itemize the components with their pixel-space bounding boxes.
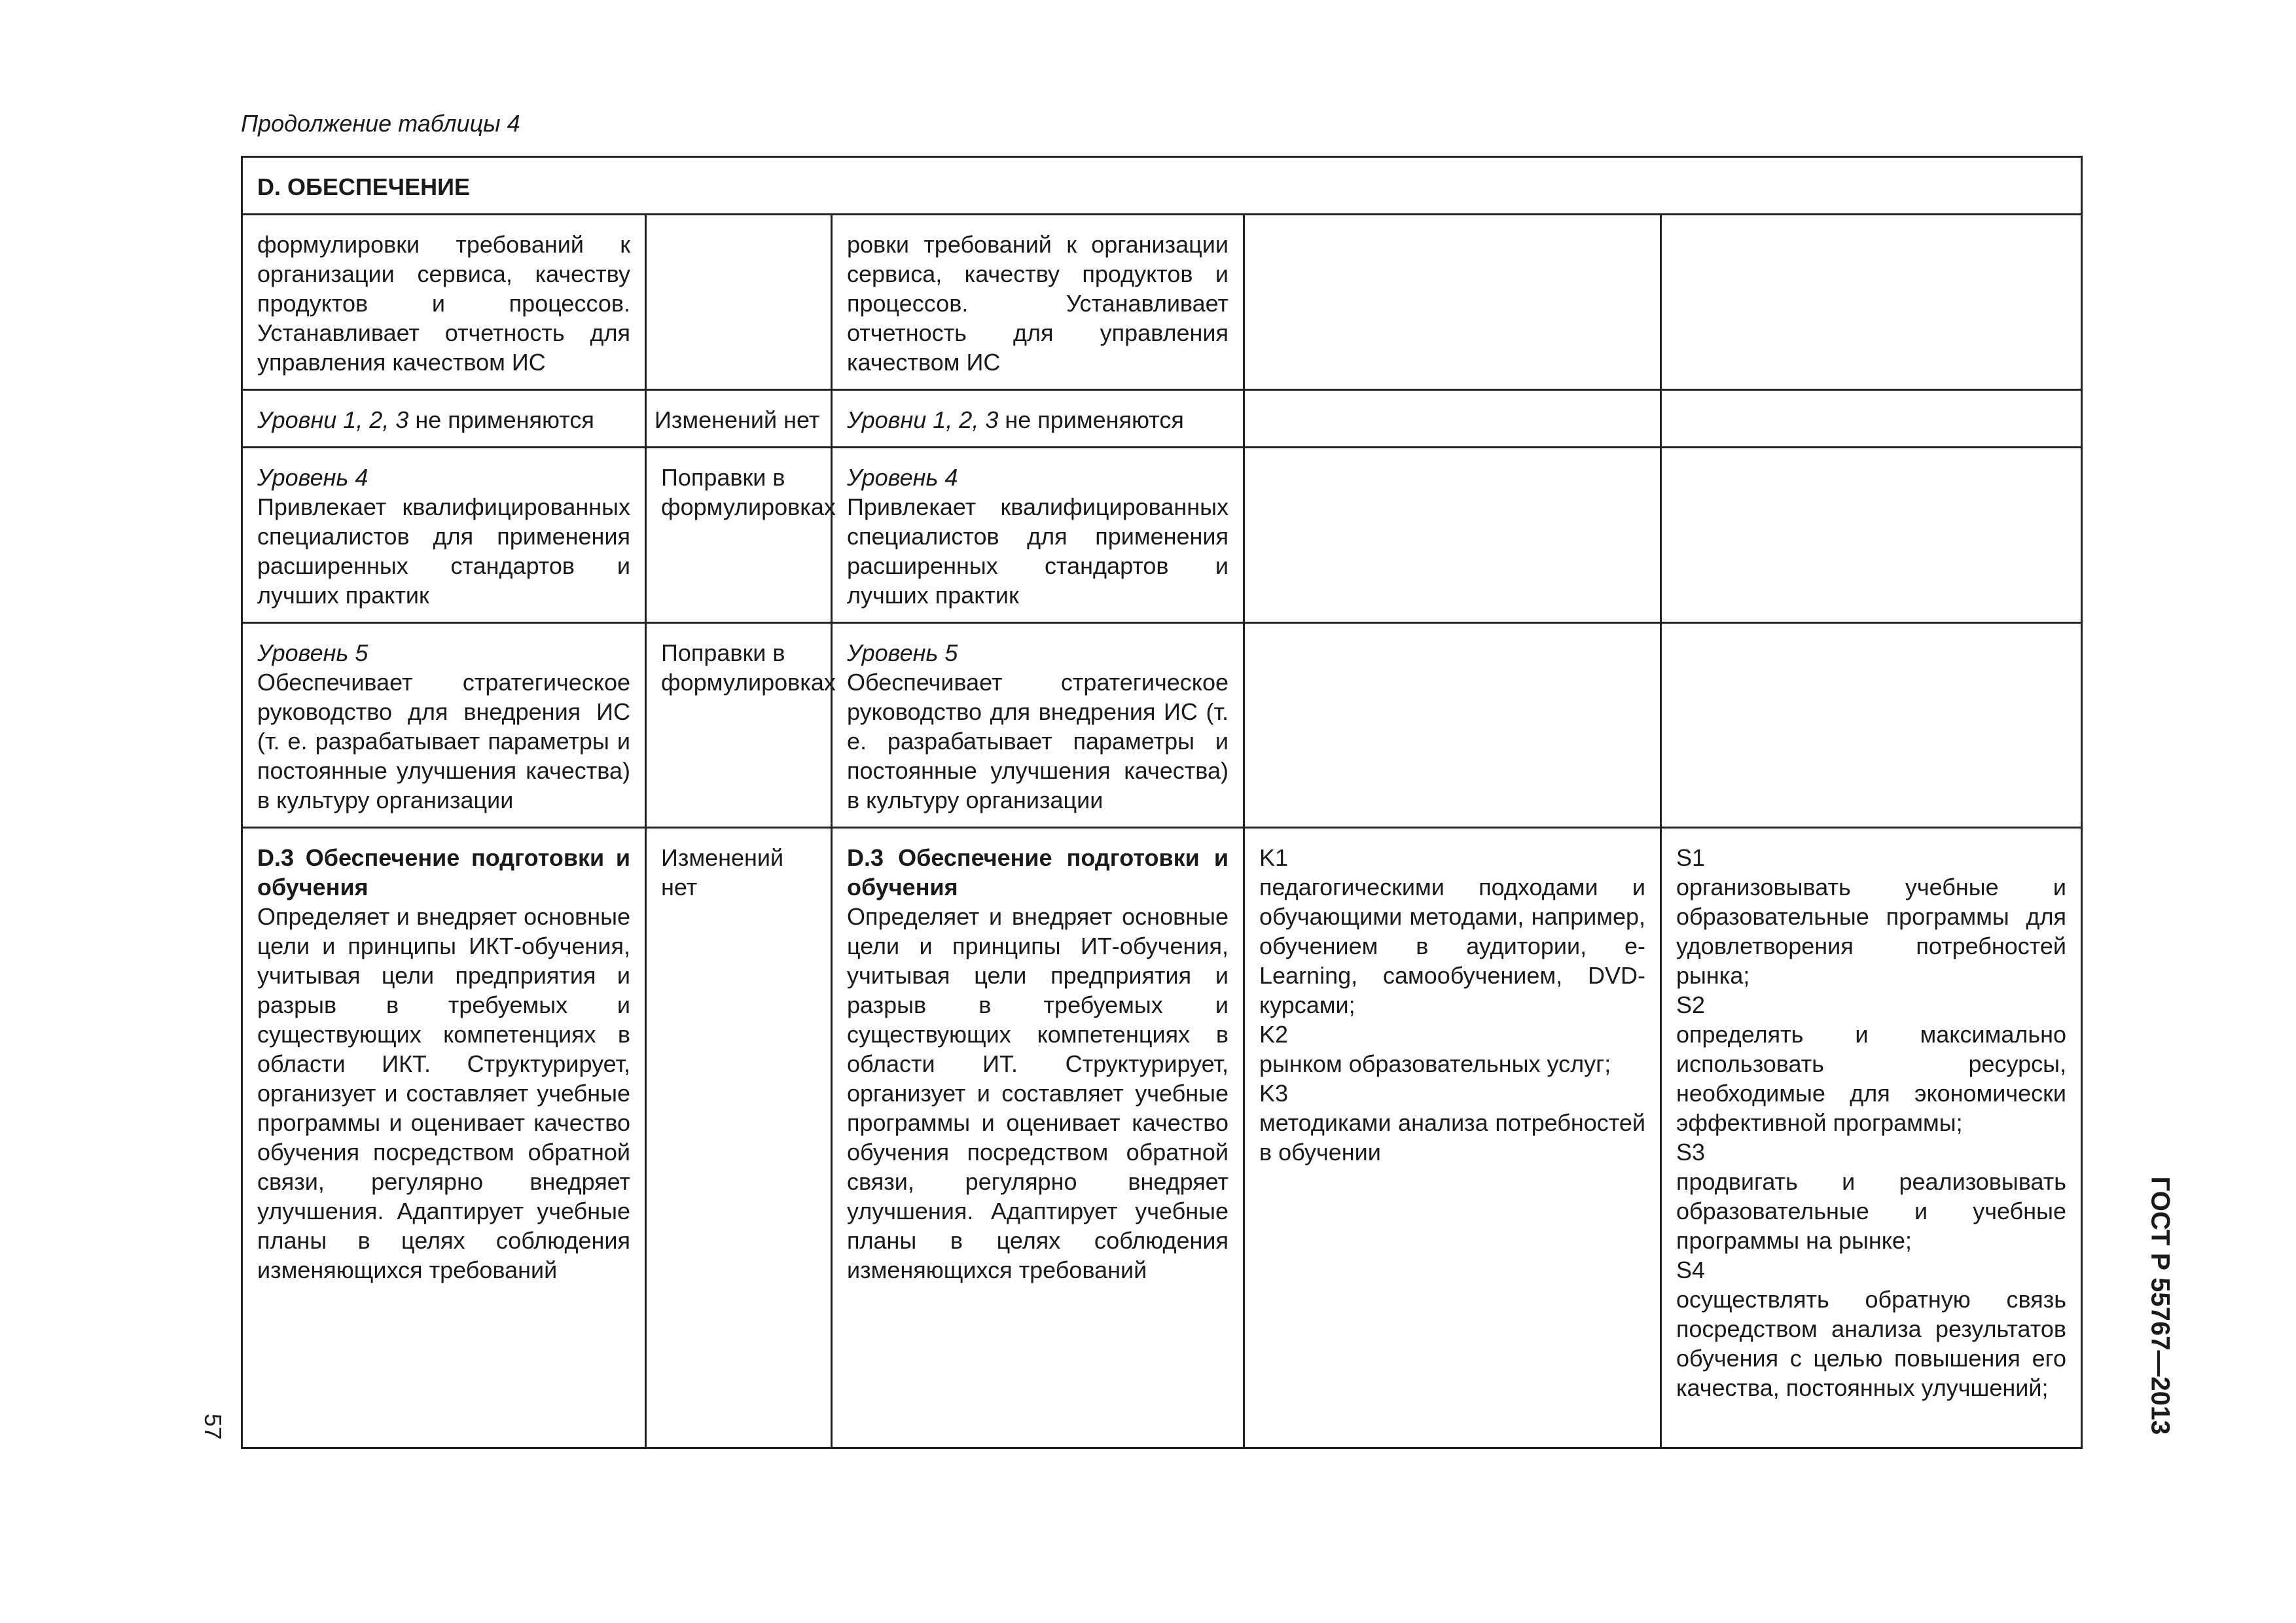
cell-adapted <box>832 623 1244 828</box>
cell-change: Поправки в формулировках <box>646 623 832 828</box>
cell-adapted <box>832 828 1244 1448</box>
level-text: не применяются <box>998 406 1184 433</box>
table-row <box>242 448 2082 623</box>
page-number <box>196 1407 229 1446</box>
skill-code: S3 <box>1676 1139 1706 1166</box>
table-row <box>242 623 2082 828</box>
cell-original <box>242 448 646 623</box>
skill-code: S4 <box>1676 1257 1706 1283</box>
level-text: Привлекает квалифицированных специалистов для применения расширенных стандартов и лучших практик <box>847 493 1229 609</box>
table-row <box>242 215 2082 390</box>
cell-knowledge <box>1244 215 1661 390</box>
page-number-text: 57 <box>200 1413 226 1440</box>
table-row <box>242 828 2082 1448</box>
knowledge-text: методиками анализа потребностей в обучении <box>1259 1109 1645 1166</box>
cell-change: Изменений нет <box>646 390 832 448</box>
skill-code: S1 <box>1676 844 1706 871</box>
competence-title: D.3 Обеспечение подготовки и обучения <box>257 844 630 901</box>
cell-skills <box>1661 448 2082 623</box>
cell-change: Изменений нет <box>646 828 832 1448</box>
cell-adapted: ровки требований к организации сервиса, качеству продуктов и процессов. Устанавливает отчетность для управления качеством ИС <box>832 215 1244 390</box>
cell-skills <box>1661 390 2082 448</box>
skill-text: организовывать учебные и образовательные программы для удовлетворения потребностей рынка; <box>1676 874 2067 989</box>
document-code-text: ГОСТ Р 55767—2013 <box>2145 1176 2175 1435</box>
level-label: Уровни 1, 2, 3 <box>257 406 409 433</box>
skill-text: продвигать и реализовывать образовательные и учебные программы на рынке; <box>1676 1168 2067 1254</box>
competence-table <box>241 156 2083 1449</box>
cell-skills <box>1661 215 2082 390</box>
cell-knowledge <box>1244 623 1661 828</box>
table-row <box>242 390 2082 448</box>
document-code <box>2140 1168 2179 1443</box>
level-label: Уровни 1, 2, 3 <box>847 406 999 433</box>
knowledge-text: рынком образовательных услуг; <box>1259 1050 1611 1077</box>
cell-original: формулировки требований к организации сервиса, качеству продуктов и процессов. Устанавливает отчетность для управления качеством ИС <box>242 215 646 390</box>
level-label: Уровень 4 <box>257 464 368 491</box>
skill-code: S2 <box>1676 991 1706 1018</box>
level-label: Уровень 4 <box>847 464 958 491</box>
section-title: D. ОБЕСПЕЧЕНИЕ <box>242 157 2082 215</box>
level-label: Уровень 5 <box>257 639 368 666</box>
cell-knowledge <box>1244 390 1661 448</box>
knowledge-code: K3 <box>1259 1080 1289 1107</box>
level-text: Обеспечивает стратегическое руководство для внедрения ИС (т. е. разрабатывает параметры и постоянные улучшения качества) в культуру организации <box>847 669 1229 813</box>
competence-description: Определяет и внедряет основные цели и принципы ИТ-обучения, учитывая цели предприятия и разрыв в требуемых и существующих компетенциях в области ИТ. Структурирует, организует и составляет учебные программы и оценивает качество обучения посредством обратной связи, регулярно внедряет улучшения. Адаптирует учебные планы в целях соблюдения изменяющихся требований <box>847 903 1229 1283</box>
cell-original <box>242 828 646 1448</box>
competence-title: D.3 Обеспечение подготовки и обучения <box>847 844 1229 901</box>
cell-original <box>242 623 646 828</box>
skill-text: осуществлять обратную связь посредством анализа результатов обучения с целью повышения его качества, постоянных улучшений; <box>1676 1286 2067 1401</box>
cell-adapted <box>832 448 1244 623</box>
skill-text: определять и максимально использовать ресурсы, необходимые для экономически эффективной программы; <box>1676 1021 2067 1136</box>
table-caption: Продолжение таблицы 4 <box>241 110 520 137</box>
cell-change: Поправки в формулировках <box>646 448 832 623</box>
competence-description: Определяет и внедряет основные цели и принципы ИКТ-обучения, учитывая цели предприятия и разрыв в требуемых и существующих компетенциях в области ИКТ. Структурирует, организует и составляет учебные программы и оценивает качество обучения посредством обратной связи, регулярно внедряет улучшения. Адаптирует учебные планы в целях соблюдения изменяющихся требований <box>257 903 630 1283</box>
cell-skills <box>1661 623 2082 828</box>
level-text: не применяются <box>408 406 594 433</box>
cell-original <box>242 390 646 448</box>
cell-skills <box>1661 828 2082 1448</box>
knowledge-text: педагогическими подходами и обучающими методами, например, обучением в аудитории, e-Learning, самообучением, DVD-курсами; <box>1259 874 1645 1018</box>
knowledge-code: K1 <box>1259 844 1289 871</box>
level-text: Привлекает квалифицированных специалистов для применения расширенных стандартов и лучших практик <box>257 493 630 609</box>
level-label: Уровень 5 <box>847 639 958 666</box>
section-header-row <box>242 157 2082 215</box>
cell-change <box>646 215 832 390</box>
knowledge-code: K2 <box>1259 1021 1289 1048</box>
level-text: Обеспечивает стратегическое руководство для внедрения ИС (т. е. разрабатывает параметры и постоянные улучшения качества) в культуру организации <box>257 669 630 813</box>
cell-knowledge <box>1244 828 1661 1448</box>
cell-adapted <box>832 390 1244 448</box>
cell-knowledge <box>1244 448 1661 623</box>
